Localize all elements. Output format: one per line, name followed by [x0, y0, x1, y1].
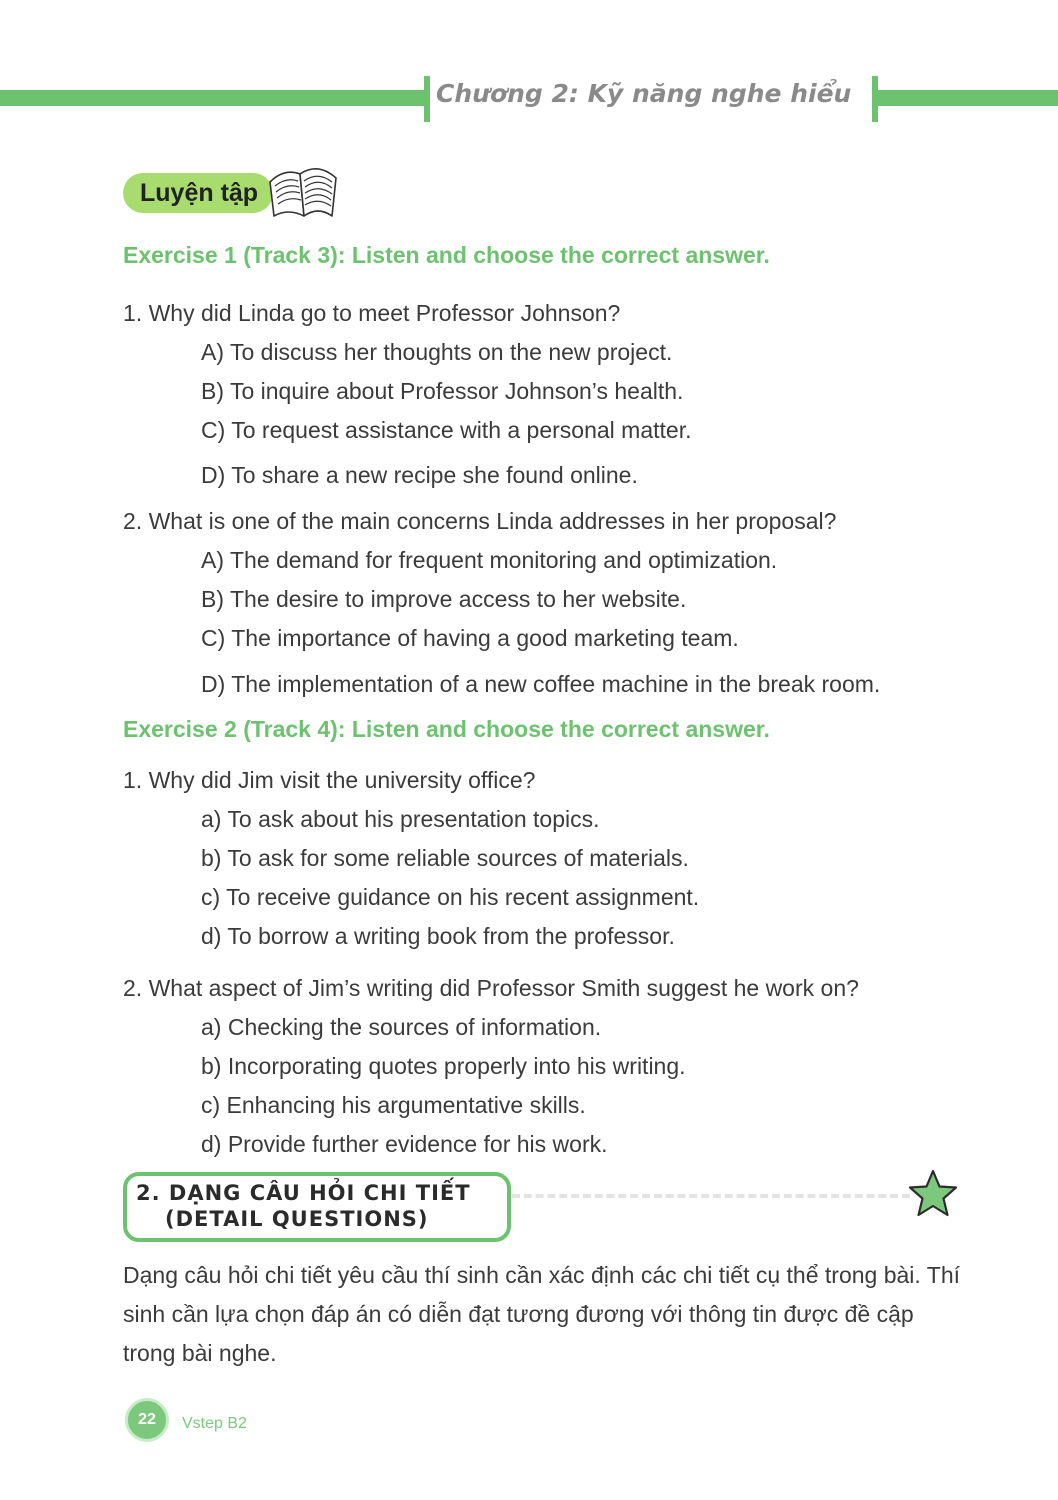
header-divider-left: [424, 76, 430, 122]
section-title-line1: 2. DẠNG CÂU HỎI CHI TIẾT: [136, 1181, 471, 1205]
answer-option: C) The importance of having a good marketing team.: [201, 625, 739, 651]
question-text: 2. What aspect of Jim’s writing did Professor Smith suggest he work on?: [123, 975, 859, 1001]
open-book-icon: [266, 160, 340, 224]
page-number: 22: [125, 1398, 169, 1442]
dashed-divider: [512, 1194, 910, 1198]
section-paragraph: Dạng câu hỏi chi tiết yêu cầu thí sinh cần xác định các chi tiết cụ thể trong bài. Thí sinh cần lựa chọn đáp án có diễn đạt tương đương với thông tin được đề cập trong bài nghe.: [123, 1262, 961, 1366]
answer-option: b) Incorporating quotes properly into his writing.: [201, 1053, 686, 1079]
answer-option: d) To borrow a writing book from the professor.: [201, 923, 675, 949]
question-text: 1. Why did Linda go to meet Professor Johnson?: [123, 300, 621, 326]
answer-option: d) Provide further evidence for his work.: [201, 1131, 608, 1157]
header-band-right: [878, 90, 1058, 106]
answer-option: c) Enhancing his argumentative skills.: [201, 1092, 586, 1118]
answer-option: B) To inquire about Professor Johnson’s health.: [201, 378, 684, 404]
chapter-title: Chương 2: Kỹ năng nghe hiểu: [436, 79, 852, 108]
answer-option: B) The desire to improve access to her website.: [201, 586, 687, 612]
question-text: 1. Why did Jim visit the university office?: [123, 767, 536, 793]
exercise-1-heading: Exercise 1 (Track 3): Listen and choose the correct answer.: [123, 242, 770, 268]
section-title-line2: (DETAIL QUESTIONS): [165, 1207, 429, 1231]
question-text: 2. What is one of the main concerns Linda addresses in her proposal?: [123, 508, 837, 534]
answer-option: c) To receive guidance on his recent assignment.: [201, 884, 700, 910]
practice-label: Luyện tập: [140, 179, 259, 207]
exercise-2-heading: Exercise 2 (Track 4): Listen and choose the correct answer.: [123, 716, 770, 742]
answer-option: C) To request assistance with a personal matter.: [201, 417, 692, 443]
star-icon: [906, 1168, 960, 1220]
header-band-left: [0, 90, 424, 106]
section-title: [136, 1180, 471, 1232]
book-title: Vstep B2: [182, 1415, 247, 1432]
answer-option: a) To ask about his presentation topics.: [201, 806, 600, 832]
answer-option: D) The implementation of a new coffee machine in the break room.: [201, 671, 881, 697]
answer-option: A) The demand for frequent monitoring and optimization.: [201, 547, 778, 573]
answer-option: A) To discuss her thoughts on the new project.: [201, 339, 673, 365]
answer-option: b) To ask for some reliable sources of materials.: [201, 845, 689, 871]
answer-option: D) To share a new recipe she found online.: [201, 462, 638, 488]
answer-option: a) Checking the sources of information.: [201, 1014, 602, 1040]
